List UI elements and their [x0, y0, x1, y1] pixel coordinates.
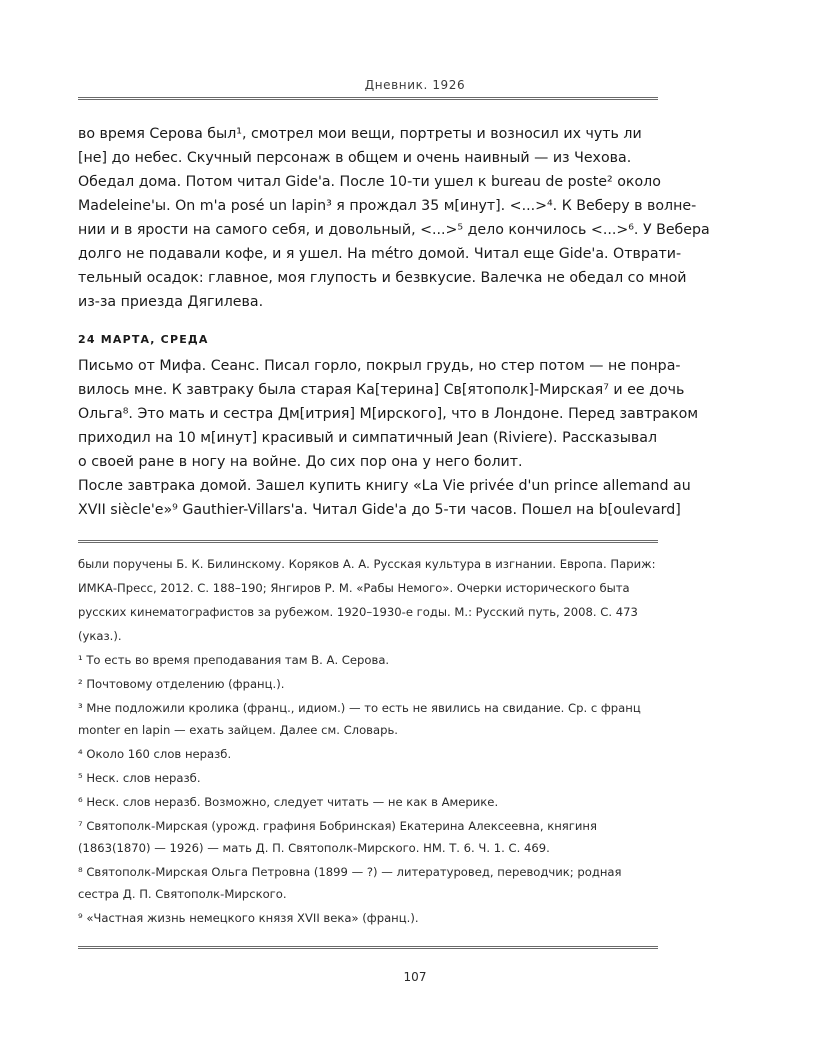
body-line: долго не подавали кофе, и я ушел. На métro домой. Читал еще Gide'a. Отврати- — [78, 246, 682, 262]
footnote-line: русских кинематографистов за рубежом. 1920–1930-е годы. М.: Русский путь, 2008. С. 473 — [78, 605, 638, 619]
footnote-3-cont: monter en lapin — ехать зайцем. Далее см. Словарь. — [78, 723, 398, 737]
footnote-6: ⁶ Неск. слов неразб. Возможно, следует читать — не как в Америке. — [78, 795, 499, 809]
body-line: вилось мне. К завтраку была старая Ка[терина] Св[ятополк]-Мирская⁷ и ее дочь — [78, 382, 685, 398]
footnote-line: (указ.). — [78, 629, 122, 643]
footnote-9: ⁹ «Частная жизнь немецкого князя XVII века» (франц.). — [78, 911, 419, 925]
body-line: тельный осадок: главное, моя глупость и безвкусие. Валечка не обедал со мной — [78, 270, 687, 286]
footnote-7: ⁷ Святополк-Мирская (урожд. графиня Бобринская) Екатерина Алексеевна, княгиня — [78, 819, 597, 833]
header-rule — [78, 97, 658, 100]
footer-rule — [78, 946, 658, 949]
body-line: После завтрака домой. Зашел купить книгу «La Vie privée d'un prince allemand au — [78, 478, 691, 494]
footnote-8: ⁸ Святополк-Мирская Ольга Петровна (1899 — ?) — литературовед, переводчик; родная — [78, 865, 622, 879]
footnote-7-cont: (1863(1870) — 1926) — мать Д. П. Святополк-Мирского. НМ. Т. 6. Ч. 1. С. 469. — [78, 841, 550, 855]
footnote-4: ⁴ Около 160 слов неразб. — [78, 747, 232, 761]
body-line: из-за приезда Дягилева. — [78, 294, 264, 310]
footnote-8-cont: сестра Д. П. Святополк-Мирского. — [78, 887, 287, 901]
body-line: приходил на 10 м[инут] красивый и симпатичный Jean (Riviere). Рассказывал — [78, 430, 658, 446]
footnote-line: ИМКА-Пресс, 2012. С. 188–190; Янгиров Р. М. «Рабы Немого». Очерки исторического быта — [78, 581, 630, 595]
footnote-3: ³ Мне подложили кролика (франц., идиом.) — то есть не явились на свидание. Ср. с франц — [78, 701, 641, 715]
footnote-1: ¹ То есть во время преподавания там В. А. Серова. — [78, 653, 390, 667]
body-line: Madeleine'ы. On m'a posé un lapin³ я прождал 35 м[инут]. <...>⁴. К Веберу в волне- — [78, 198, 697, 214]
body-line: во время Серова был¹, смотрел мои вещи, портреты и возносил их чуть ли — [78, 126, 642, 142]
date-heading: 24 МАРТА, СРЕДА — [78, 333, 209, 346]
body-line: Ольга⁸. Это мать и сестра Дм[итрия] М[ирского], что в Лондоне. Перед завтраком — [78, 406, 699, 422]
footnote-rule — [78, 540, 658, 543]
footnote-line: были поручены Б. К. Билинскому. Коряков А. А. Русская культура в изгнании. Европа. Париж: — [78, 557, 656, 571]
running-head: Дневник. 1926 — [364, 78, 466, 92]
footnote-5: ⁵ Неск. слов неразб. — [78, 771, 201, 785]
body-line: Письмо от Мифа. Сеанс. Писал горло, покрыл грудь, но стер потом — не понра- — [78, 358, 681, 374]
footnote-2: ² Почтовому отделению (франц.). — [78, 677, 285, 691]
body-line: нии и в ярости на самого себя, и довольный, <...>⁵ дело кончилось <...>⁶. У Вебера — [78, 222, 710, 238]
page-number: 107 — [403, 970, 427, 984]
body-line: XVII siècle'e»⁹ Gauthier-Villars'a. Читал Gide'a до 5-ти часов. Пошел на b[oulevard] — [78, 502, 681, 518]
body-line: о своей ране в ногу на войне. До сих пор она у него болит. — [78, 454, 523, 470]
body-line: Обедал дома. Потом читал Gide'a. После 10-ти ушел к bureau de poste² около — [78, 174, 661, 190]
body-line: [не] до небес. Скучный персонаж в общем и очень наивный — из Чехова. — [78, 150, 632, 166]
